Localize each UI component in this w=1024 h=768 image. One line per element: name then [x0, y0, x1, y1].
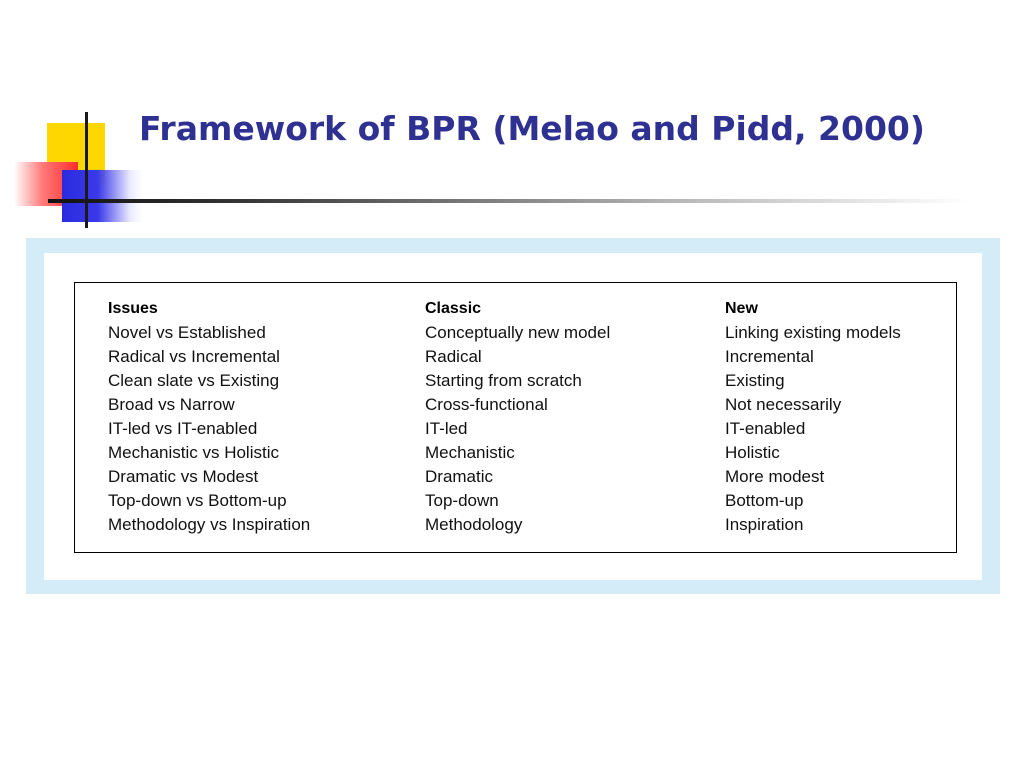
table-frame-inner: [44, 253, 982, 580]
table-cell: Novel vs Established: [108, 323, 266, 342]
table-cell: Mechanistic vs Holistic: [108, 443, 279, 462]
table-cell: Methodology vs Inspiration: [108, 515, 311, 534]
column-header-issues: Issues: [108, 300, 158, 317]
table-cell: Radical vs Incremental: [108, 347, 280, 366]
issues-column: [108, 297, 310, 537]
table-cell: Top-down: [425, 491, 499, 510]
table-cell: Incremental: [725, 347, 814, 366]
table-cell: Dramatic vs Modest: [108, 467, 259, 486]
classic-column: [425, 297, 610, 537]
table-cell: Linking existing models: [725, 323, 901, 342]
table-cell: Bottom-up: [725, 491, 804, 510]
table-cell: Dramatic: [425, 467, 494, 486]
table-cell: Radical: [425, 347, 482, 366]
table-cell: Clean slate vs Existing: [108, 371, 280, 390]
slide-title: Framework of BPR (Melao and Pidd, 2000): [139, 109, 925, 148]
table-cell: Cross-functional: [425, 395, 548, 414]
table-cell: IT-enabled: [725, 419, 806, 438]
table-frame: [26, 238, 1000, 594]
table-cell: IT-led: [425, 419, 468, 438]
table-cell: Broad vs Narrow: [108, 395, 235, 414]
table-cell: More modest: [725, 467, 825, 486]
table-cell: Conceptually new model: [425, 323, 611, 342]
bpr-framework-table: [74, 282, 957, 553]
new-column: [725, 297, 901, 537]
table-cell: Holistic: [725, 443, 780, 462]
table-cell: Mechanistic: [425, 443, 515, 462]
table-cell: Starting from scratch: [425, 371, 582, 390]
table-cell: Inspiration: [725, 515, 804, 534]
table-cell: IT-led vs IT-enabled: [108, 419, 258, 438]
table-cell: Existing: [725, 371, 785, 390]
column-header-classic: Classic: [425, 300, 482, 317]
decor-blue-square: [62, 170, 142, 222]
column-header-new: New: [725, 300, 758, 317]
table-cell: Not necessarily: [725, 395, 842, 414]
title-underline: [48, 199, 968, 203]
table-cell: Top-down vs Bottom-up: [108, 491, 287, 510]
table-cell: Methodology: [425, 515, 523, 534]
decor-vertical-line: [85, 112, 88, 228]
